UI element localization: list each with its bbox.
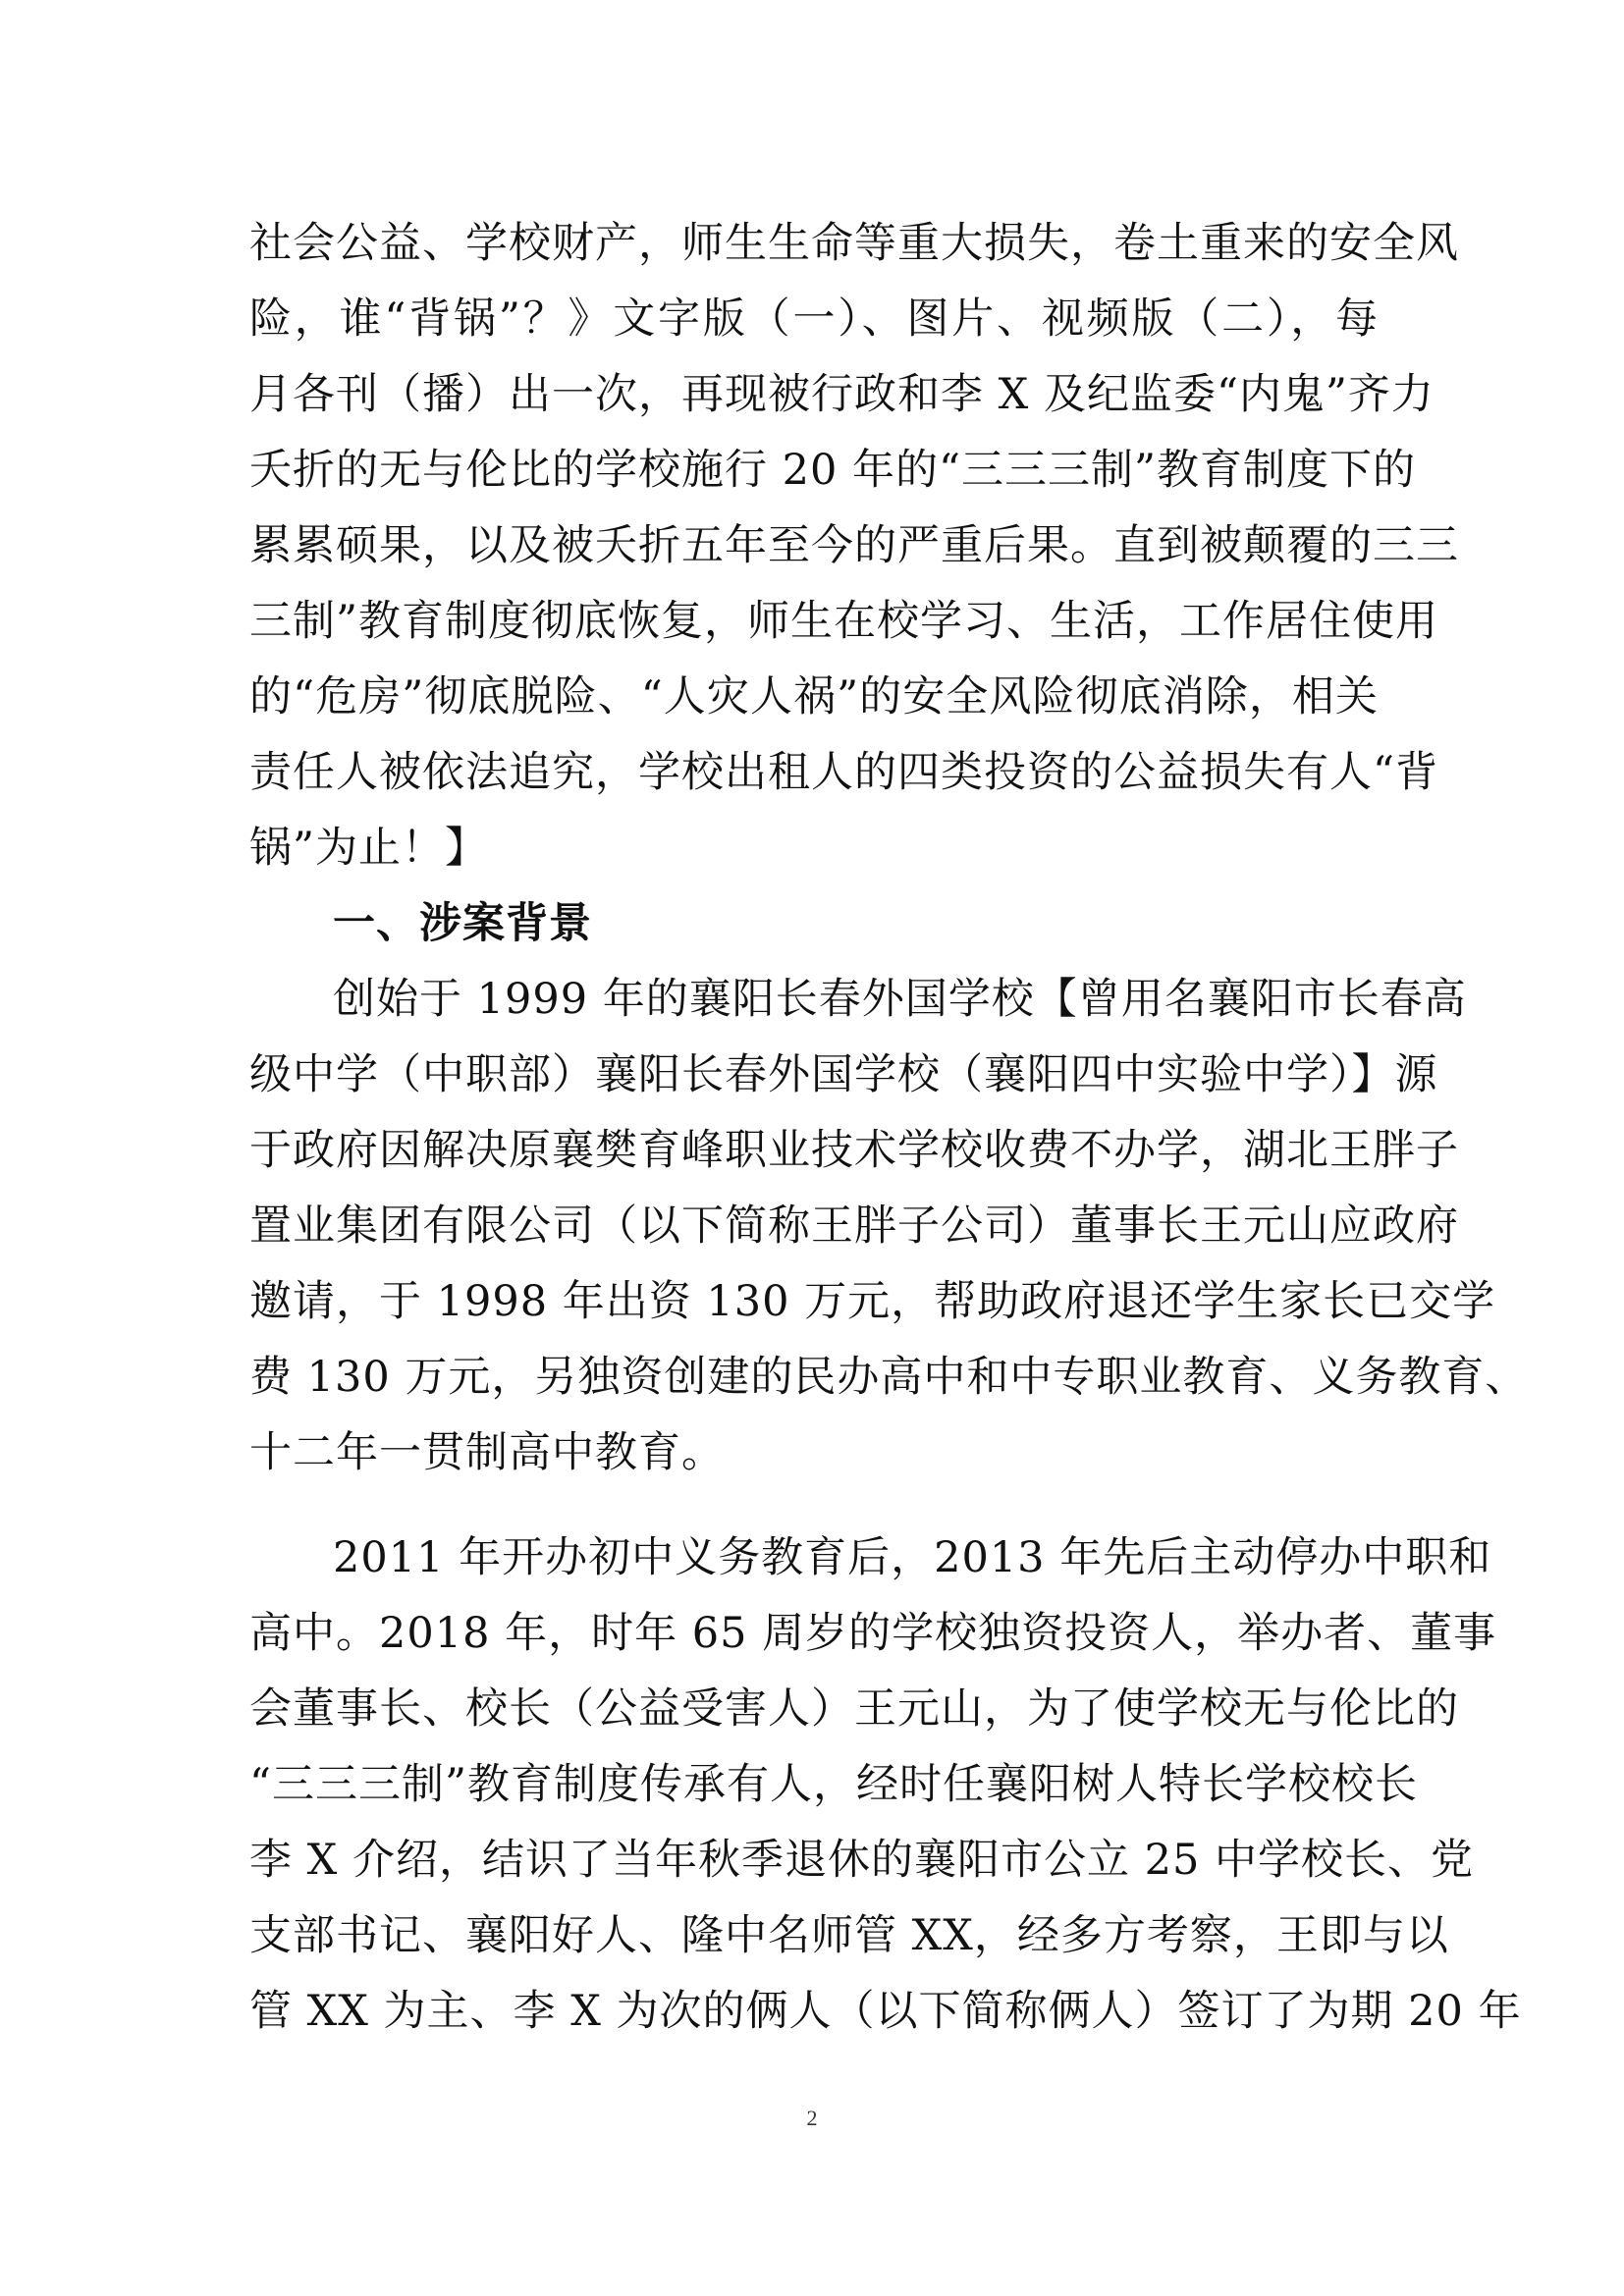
paragraph-line: 2011 年开办初中义务教育后，2013 年先后主动停办中职和 (333, 1533, 1492, 1582)
paragraph-line: 累累硕果，以及被夭折五年至今的严重后果。直到被颠覆的三三 (249, 521, 1459, 570)
paragraph-line: 锅”为止！】 (249, 824, 488, 873)
paragraph-line: 月各刊（播）出一次，再现被行政和李 X 及纪监委“内鬼”齐力 (249, 370, 1435, 419)
paragraph-line: 社会公益、学校财产，师生生命等重大损失，卷土重来的安全风 (249, 219, 1459, 268)
paragraph-line: 李 X 介绍，结识了当年秋季退休的襄阳市公立 25 中学校长、党 (249, 1836, 1475, 1885)
paragraph-line: 高中。2018 年，时年 65 周岁的学校独资投资人，举办者、董事 (249, 1609, 1497, 1658)
paragraph-line: 责任人被依法追究，学校出租人的四类投资的公益损失有人“背 (249, 748, 1438, 797)
section-heading: 一、涉案背景 (333, 899, 592, 948)
paragraph-line: 级中学（中职部）襄阳长春外国学校（襄阳四中实验中学）】源 (249, 1050, 1438, 1099)
paragraph-line: 三制”教育制度彻底恢复，师生在校学习、生活，工作居住使用 (249, 597, 1438, 646)
paragraph-line: 于政府因解决原襄樊育峰职业技术学校收费不办学，湖北王胖子 (249, 1126, 1459, 1175)
paragraph-line: 费 130 万元，另独资创建的民办高中和中专职业教育、义务教育、 (249, 1353, 1529, 1402)
paragraph-line: 管 XX 为主、李 X 为次的俩人（以下简称俩人）签订了为期 20 年 (249, 1987, 1522, 2036)
paragraph-line: 险，谁“背锅”？》文字版（一）、图片、视频版（二），每 (249, 294, 1379, 344)
paragraph-line: “三三三制”教育制度传承有人，经时任襄阳树人特长学校校长 (249, 1760, 1418, 1809)
paragraph-line: 十二年一贯制高中教育。 (249, 1428, 725, 1477)
paragraph-line: 支部书记、襄阳好人、隆中名师管 XX，经多方考察，王即与以 (249, 1911, 1449, 1960)
paragraph-line: 置业集团有限公司（以下简称王胖子公司）董事长王元山应政府 (249, 1201, 1459, 1251)
paragraph-line: 的“危房”彻底脱险、“人灾人祸”的安全风险彻底消除，相关 (249, 672, 1379, 721)
page-number: 2 (806, 2106, 818, 2130)
paragraph-line: 邀请，于 1998 年出资 130 万元，帮助政府退还学生家长已交学 (249, 1277, 1496, 1326)
paragraph-line: 创始于 1999 年的襄阳长春外国学校【曾用名襄阳市长春高 (333, 975, 1467, 1024)
paragraph-line: 夭折的无与伦比的学校施行 20 年的“三三三制”教育制度下的 (249, 446, 1417, 495)
paragraph-line: 会董事长、校长（公益受害人）王元山，为了使学校无与伦比的 (249, 1684, 1459, 1734)
